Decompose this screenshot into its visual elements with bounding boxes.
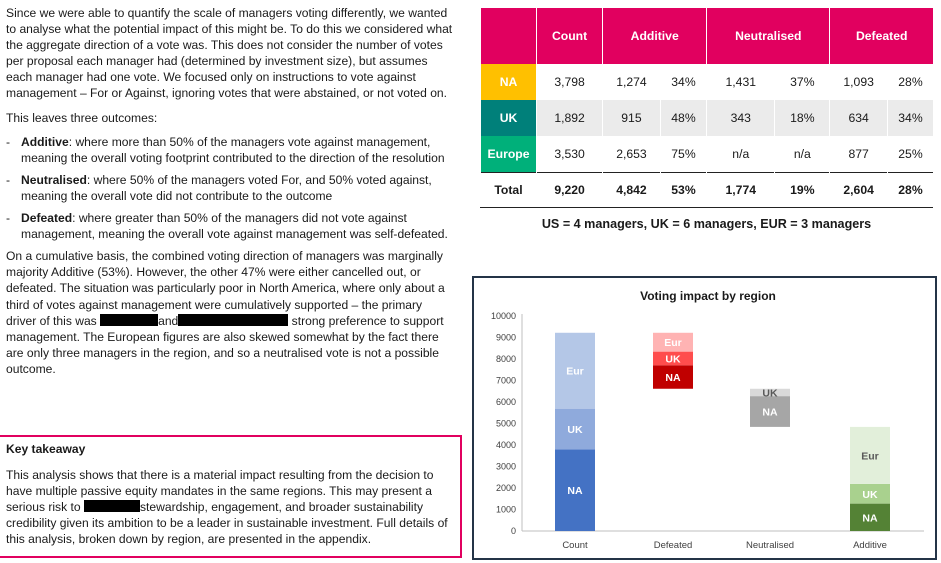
y-tick-label: 7000: [495, 375, 516, 386]
bullet-term: Defeated: [21, 211, 73, 226]
table-cell: 19%: [775, 172, 830, 207]
header-additive: Additive: [603, 8, 707, 64]
report-text: [6, 5, 454, 385]
table-cell: 634: [830, 100, 888, 136]
segment-label: NA: [665, 372, 681, 385]
table-cell: 37%: [775, 64, 830, 100]
x-tick-label: Neutralised: [745, 540, 795, 551]
table-cell: 3,530: [537, 136, 603, 172]
y-tick-label: 4000: [495, 440, 516, 450]
key-takeaway-box: [0, 435, 462, 558]
segment-label: Eur: [566, 365, 584, 378]
bullet-text: : where more than 50% of the managers vote against management, meaning the overall voting footprint contributed to the direction of the resolution: [21, 134, 445, 165]
table-cell: 9,220: [537, 172, 603, 207]
y-tick-label: 6000: [495, 397, 516, 407]
segment-label: NA: [862, 512, 878, 525]
table-cell: 2,604: [830, 172, 888, 207]
table-cell: 3,798: [537, 64, 603, 100]
table-cell: 343: [707, 100, 775, 136]
segment-label: Eur: [664, 337, 682, 350]
table-corner: [481, 8, 537, 64]
table-cell: 1,274: [603, 64, 661, 100]
bullet-dash: -: [6, 172, 11, 187]
bullet-neutralised: [6, 172, 454, 204]
segment-label: UK: [567, 424, 583, 437]
y-tick-label: 8000: [495, 354, 516, 364]
header-defeated: Defeated: [830, 8, 933, 64]
y-tick-label: 10000: [490, 311, 516, 321]
takeaway-text-b: stewardship, engagement, and broader sustainability credibility given its ambition to be a leader in sustainable investment. Full details of this analysis, broken down by region, are presented in the appendix.: [6, 500, 448, 547]
bullet-dash: -: [6, 211, 11, 226]
segment-label: Eur: [861, 450, 879, 463]
segment-label: UK: [862, 488, 878, 501]
bullet-defeated: [6, 210, 454, 242]
y-tick-label: 2000: [495, 483, 516, 493]
bullet-text: : where 50% of the managers voted For, and 50% voted against, meaning the overall vote did not contribute to the outcome: [21, 172, 432, 203]
bullet-term: Neutralised: [21, 172, 87, 187]
x-tick-label: Defeated: [653, 540, 693, 551]
bullet-additive: [6, 134, 454, 166]
summary-paragraph: [6, 248, 454, 377]
table-caption: US = 4 managers, UK = 6 managers, EUR = 3 managers: [541, 217, 872, 231]
table-cell: 877: [830, 136, 888, 172]
row-label-europe: Europe: [481, 136, 537, 172]
voting-impact-chart: [472, 276, 937, 560]
table-cell: 2,653: [603, 136, 661, 172]
y-tick-label: 3000: [495, 461, 516, 472]
table-cell: 25%: [887, 136, 933, 172]
table-cell: 34%: [660, 64, 706, 100]
segment-label: UK: [665, 353, 681, 366]
table-row: [481, 136, 934, 172]
segment-label: UK: [762, 387, 778, 400]
y-tick-label: 5000: [495, 418, 516, 429]
table-cell: 18%: [775, 100, 830, 136]
table-cell: 1,431: [707, 64, 775, 100]
table-cell: 53%: [660, 172, 706, 207]
row-label-total: Total: [481, 172, 537, 207]
table-header-row: [481, 8, 934, 64]
bullet-term: Additive: [21, 134, 69, 149]
x-tick-label: Count: [562, 540, 588, 551]
row-label-uk: UK: [481, 100, 537, 136]
table-cell: 28%: [887, 64, 933, 100]
outcomes-intro: This leaves three outcomes:: [6, 110, 158, 125]
y-tick-label: 9000: [495, 332, 516, 343]
segment-label: NA: [567, 485, 583, 498]
x-tick-label: Additive: [853, 540, 887, 551]
key-takeaway-text: [6, 467, 452, 547]
summary-text-a: On a cumulative basis, the combined voting direction of managers was marginally majority Additive (53%). However, the other 47% were either cancelled out, or defeated. The situation was particularly poor in North America, where only about a third of votes against management were cumulatively supported – the primary driver of this was: [6, 249, 445, 328]
table-cell: 1,892: [537, 100, 603, 136]
table-cell: n/a: [775, 136, 830, 172]
summary-text-c: strong preference to support management. The European figures are also skewed somewhat by the fact there are only three managers in the region, and so a neutralised vote is not a possible outcome.: [6, 313, 444, 376]
table-cell: 75%: [660, 136, 706, 172]
summary-text-b: and: [158, 313, 179, 328]
voting-impact-table: [480, 8, 933, 208]
takeaway-text-a: This analysis shows that there is a material impact resulting from the decision to have multiple passive equity mandates in the same regions. This may present a serious risk to: [6, 468, 434, 515]
y-tick-label: 1000: [495, 504, 516, 515]
header-neutralised: Neutralised: [707, 8, 830, 64]
table-total-row: [481, 172, 934, 207]
redaction-box: [84, 500, 140, 512]
row-label-na: NA: [481, 64, 537, 100]
table-cell: 1,093: [830, 64, 888, 100]
bullet-dash: -: [6, 134, 11, 149]
y-tick-label: 0: [510, 526, 516, 536]
segment-label: NA: [762, 406, 778, 419]
bullet-text: : where greater than 50% of the managers did not vote against management, meaning the overall vote against management was self-defeated.: [21, 211, 448, 242]
table-cell: 48%: [660, 100, 706, 136]
table-cell: 915: [603, 100, 661, 136]
table-row: [481, 64, 934, 100]
chart-canvas: [474, 278, 935, 558]
redaction-box: [178, 314, 288, 326]
table-cell: 28%: [887, 172, 933, 207]
table-cell: 4,842: [603, 172, 661, 207]
table-cell: 1,774: [707, 172, 775, 207]
chart-title: Voting impact by region: [640, 289, 776, 303]
key-takeaway-title: Key takeaway: [6, 442, 86, 456]
table-cell: n/a: [707, 136, 775, 172]
table-cell: 34%: [887, 100, 933, 136]
redaction-box: [100, 314, 158, 326]
table-row: [481, 100, 934, 136]
header-count: Count: [537, 8, 603, 64]
intro-paragraph: Since we were able to quantify the scale of managers voting differently, we wanted to analyse what the potential impact of this might be. To do this we considered what the aggregate direction of a vote was. This does not consider the number of votes per proposal each manager had (determined by investment size), but assumes each manager had one vote. We focused only on instructions to vote against management – For or Against, ignoring votes that were abstained, or not voted on.: [6, 6, 453, 101]
